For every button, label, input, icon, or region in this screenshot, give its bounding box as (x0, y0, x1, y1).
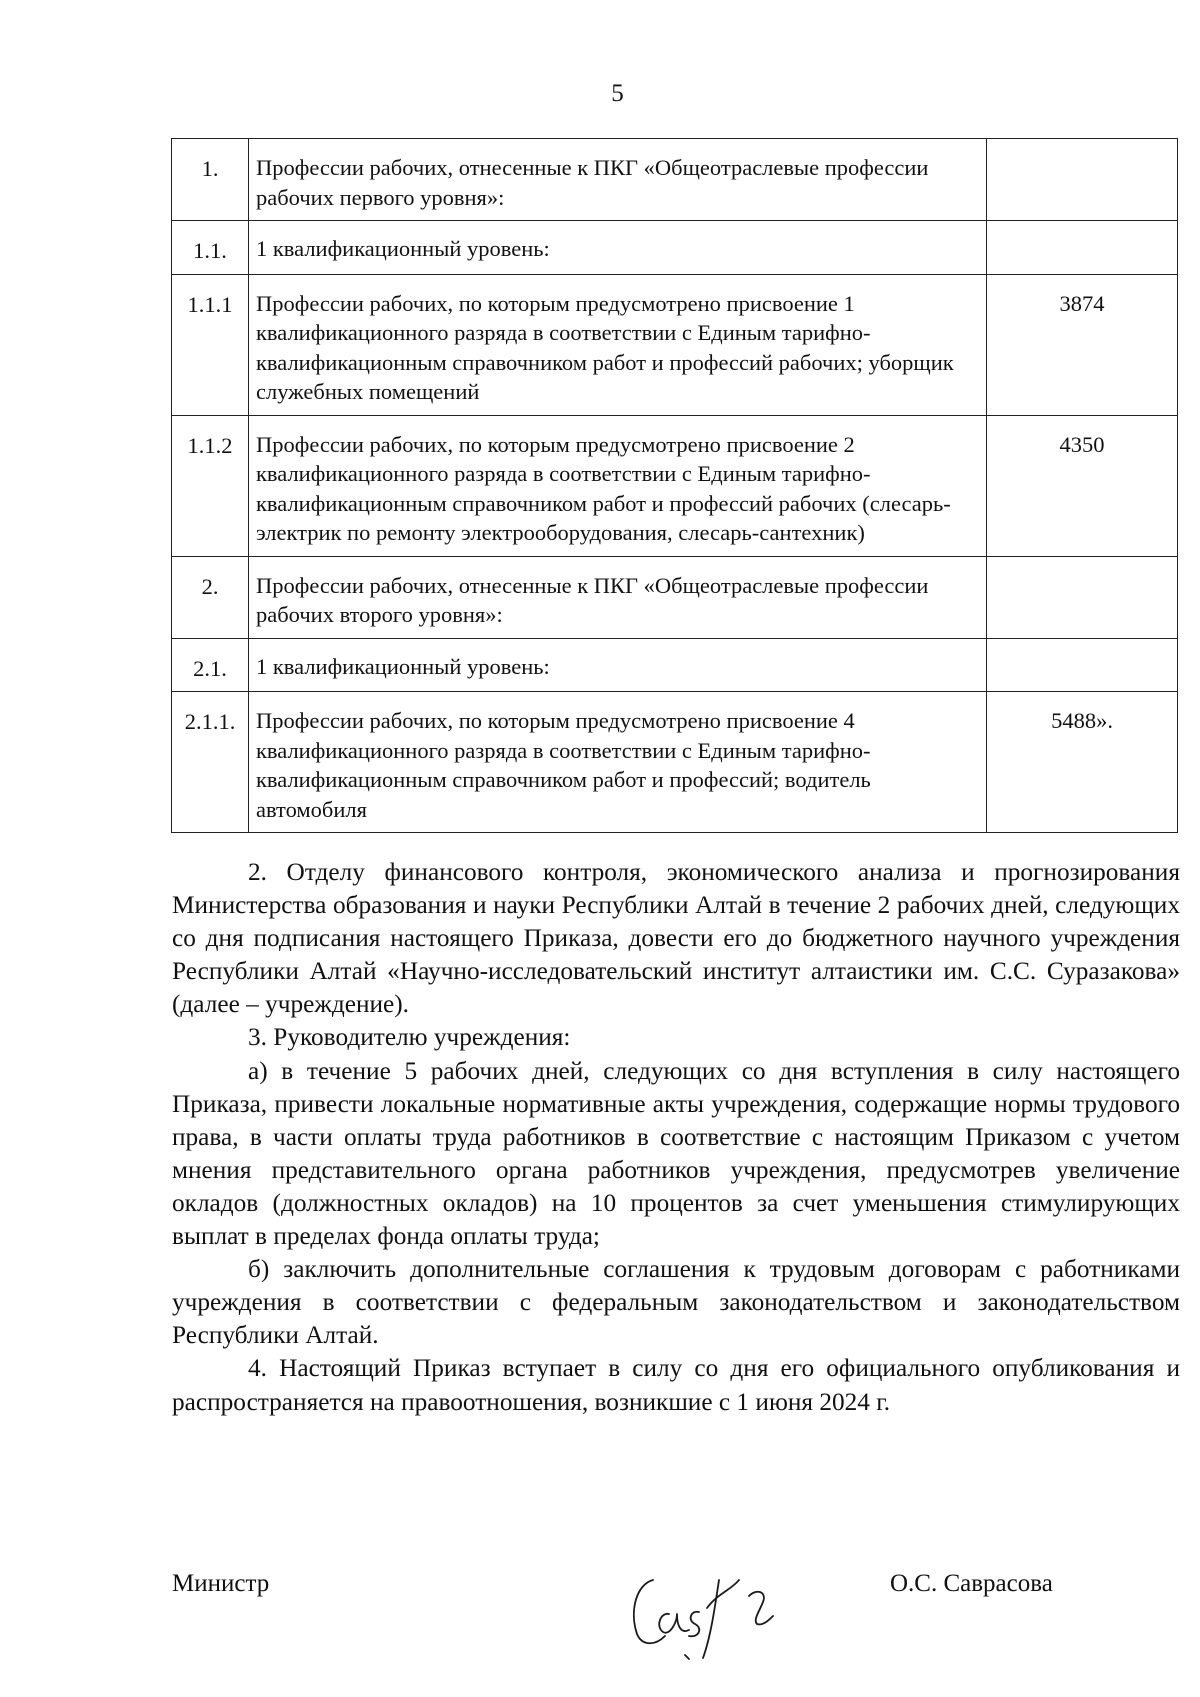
table-row (172, 556, 1178, 638)
signer-name: О.С. Саврасова (890, 1570, 1053, 1597)
handwritten-signature (607, 1550, 817, 1665)
row-profession: Профессии рабочих, по которым предусмотрено присвоение 4 квалификационного разряда в соответствии с Единым тарифно-квалификационным справочником работ и профессий; водитель автомобиля (249, 692, 987, 833)
row-salary (987, 556, 1178, 638)
row-number: 2.1. (172, 638, 249, 692)
row-salary: 5488». (987, 692, 1178, 833)
row-salary (987, 221, 1178, 275)
paragraph-3b: б) заключить дополнительные соглашения к трудовым договорам с работниками учреждения в соответствии с федеральным законодательством и законодательством Республики Алтай. (172, 1255, 1180, 1350)
table-row (172, 415, 1178, 556)
row-salary: 3874 (987, 274, 1178, 415)
paragraph-4: 4. Настоящий Приказ вступает в силу со дня его официального опубликования и распространяется на правоотношения, возникшие с 1 июня 2024 г. (172, 1354, 1180, 1416)
table-row (172, 221, 1178, 275)
signer-title: Министр (172, 1570, 270, 1597)
row-number: 2. (172, 556, 249, 638)
row-profession: 1 квалификационный уровень: (249, 638, 987, 692)
row-number: 2.1.1. (172, 692, 249, 833)
row-salary (987, 139, 1178, 221)
row-profession: Профессии рабочих, отнесенные к ПКГ «Общеотраслевые профессии рабочих первого уровня»: (249, 139, 987, 221)
table-row (172, 274, 1178, 415)
paragraph-3a: а) в течение 5 рабочих дней, следующих со дня вступления в силу настоящего Приказа, привести локальные нормативные акты учреждения, содержащие нормы трудового права, в части оплаты труда работников в соответствие с настоящим Приказом с учетом мнения представительного органа работников учреждения, предусмотрев увеличение окладов (должностных окладов) на 10 процентов за счет уменьшения стимулирующих выплат в пределах фонда оплаты труда; (172, 1056, 1180, 1251)
table-row (172, 139, 1178, 221)
paragraph-3: 3. Руководителю учреждения: (248, 1023, 571, 1052)
row-salary (987, 638, 1178, 692)
row-profession: Профессии рабочих, по которым предусмотрено присвоение 2 квалификационного разряда в соответствии с Единым тарифно-квалификационным справочником работ и профессий рабочих (слесарь-электрик по ремонту электрооборудования, слесарь-сантехник) (249, 415, 987, 556)
signature-block (172, 1562, 1180, 1672)
paragraph-2: 2. Отделу финансового контроля, экономического анализа и прогнозирования Министерства образования и науки Республики Алтай в течение 2 рабочих дней, следующих со дня подписания настоящего Приказа, довести его до бюджетного научного учреждения Республики Алтай «Научно-исследовательский институт алтаистики им. С.С. Суразакова» (далее – учреждение). (172, 858, 1180, 1019)
table-row (172, 692, 1178, 833)
order-body-text (172, 856, 1180, 1419)
row-profession: 1 квалификационный уровень: (249, 221, 987, 275)
row-number: 1.1.1 (172, 274, 249, 415)
table-row (172, 638, 1178, 692)
row-number: 1.1. (172, 221, 249, 275)
page-number: 5 (611, 80, 624, 107)
row-profession: Профессии рабочих, отнесенные к ПКГ «Общеотраслевые профессии рабочих второго уровня»: (249, 556, 987, 638)
salary-table (171, 138, 1178, 833)
row-salary: 4350 (987, 415, 1178, 556)
row-number: 1. (172, 139, 249, 221)
row-profession: Профессии рабочих, по которым предусмотрено присвоение 1 квалификационного разряда в соответствии с Единым тарифно-квалификационным справочником работ и профессий рабочих; уборщик служебных помещений (249, 274, 987, 415)
row-number: 1.1.2 (172, 415, 249, 556)
